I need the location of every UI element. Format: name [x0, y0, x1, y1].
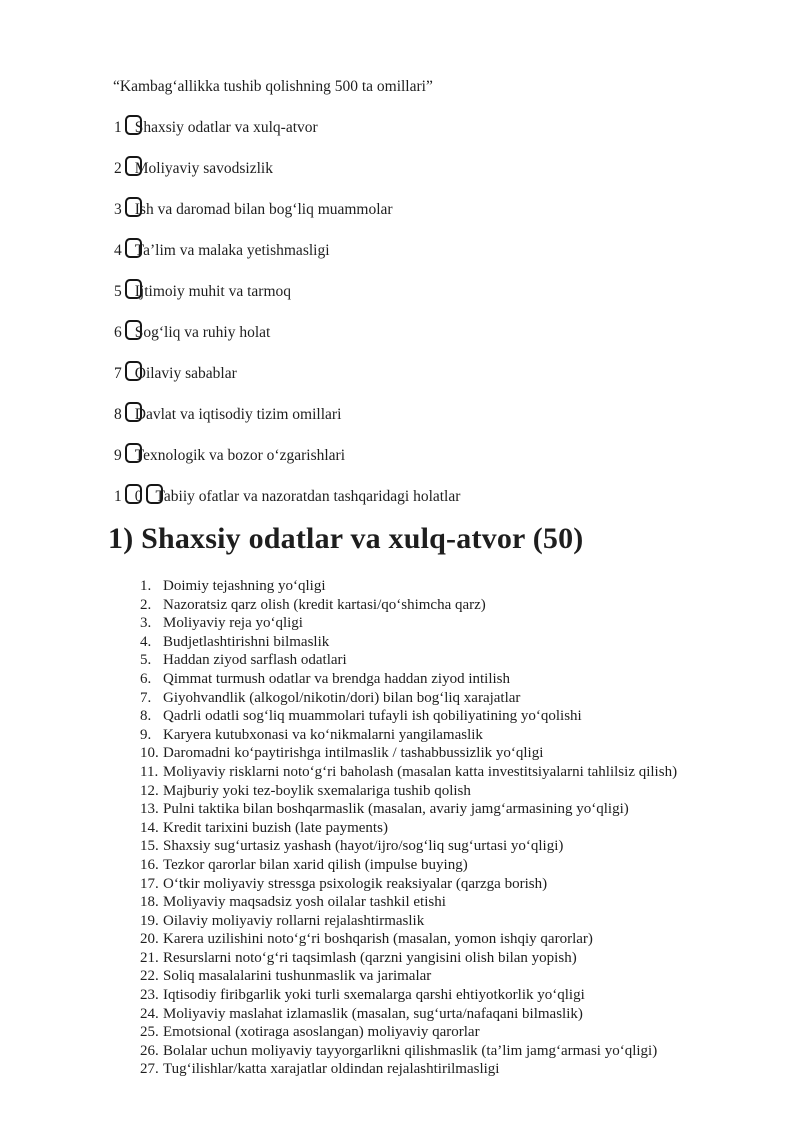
list-item-text: Moliyaviy reja yoʻqligi — [163, 615, 303, 632]
section-heading: 1) Shaxsiy odatlar va xulq-atvor (50) — [108, 522, 584, 555]
list-item-number: 2. — [140, 596, 152, 613]
overview-item-label: Ish va daromad bilan bogʻliq muammolar — [134, 201, 393, 218]
list-item-number: 8. — [140, 708, 152, 725]
overview-item-label: Shaxsiy odatlar va xulq-atvor — [134, 119, 318, 136]
list-item-number: 1. — [140, 578, 152, 594]
list-item — [140, 726, 760, 745]
list-item-number: 15. — [140, 838, 159, 855]
list-item-number: 3. — [140, 615, 152, 632]
overview-item-number: 2 — [114, 160, 122, 177]
list-item-text: Doimiy tejashning yoʻqligi — [163, 578, 326, 594]
list-item-number: 9. — [140, 726, 152, 743]
list-item-number: 24. — [140, 1005, 159, 1022]
list-item — [140, 670, 760, 689]
overview-item — [114, 197, 760, 220]
list-item-text: Soliq masalalarini tushunmaslik va jarimalar — [163, 968, 432, 985]
list-item — [140, 800, 760, 819]
list-item — [140, 912, 760, 931]
list-item-number: 20. — [140, 931, 159, 948]
list-item-number: 21. — [140, 949, 159, 966]
list-item — [140, 596, 760, 615]
list-item-number: 25. — [140, 1024, 159, 1041]
list-item — [140, 707, 760, 726]
overview-item-label: Oilaviy sabablar — [134, 365, 237, 382]
list-item — [140, 614, 760, 633]
list-item-text: Moliyaviy maslahat izlamaslik (masalan, sugʻurta/nafaqani bilmaslik) — [163, 1005, 583, 1022]
list-item — [140, 1042, 760, 1061]
list-item — [140, 577, 760, 596]
overview-item-number: 1 — [114, 488, 122, 505]
list-item-text: Majburiy yoki tez-boylik sxemalariga tushib qolish — [163, 782, 471, 799]
list-item-text: Moliyaviy risklarni notoʻgʻri baholash (masalan katta investitsiyalarni tahlilsiz qilish) — [163, 763, 678, 780]
list-item — [140, 651, 760, 670]
overview-item-label: Davlat va iqtisodiy tizim omillari — [134, 406, 342, 423]
overview-item — [114, 402, 760, 425]
list-item-text: Tezkor qarorlar bilan xarid qilish (impulse buying) — [163, 856, 468, 873]
overview-item-number: 6 — [114, 324, 122, 341]
list-item-text: Haddan ziyod sarflash odatlari — [163, 652, 347, 669]
overview-item-number: 0 — [134, 488, 143, 505]
overview-item-number: 9 — [114, 447, 122, 464]
overview-item-label: Ijtimoiy muhit va tarmoq — [134, 283, 292, 300]
overview-item — [114, 484, 760, 507]
list-item — [140, 893, 760, 912]
list-item — [140, 1023, 760, 1042]
overview-item-label: Ta’lim va malaka yetishmasligi — [134, 242, 330, 259]
list-item-text: Qimmat turmush odatlar va brendga haddan ziyod intilish — [163, 670, 511, 687]
list-item — [140, 930, 760, 949]
list-item — [140, 856, 760, 875]
list-item-text: Daromadni koʻpaytirishga intilmaslik / tashabbussizlik yoʻqligi — [163, 745, 544, 762]
list-item-number: 22. — [140, 968, 159, 985]
list-item-text: Kredit tarixini buzish (late payments) — [163, 819, 388, 836]
list-item — [140, 633, 760, 652]
list-item — [140, 837, 760, 856]
list-item — [140, 819, 760, 838]
overview-item-number: 1 — [114, 119, 122, 136]
list-item-number: 10. — [140, 745, 159, 762]
list-item-text: Moliyaviy maqsadsiz yosh oilalar tashkil etishi — [163, 894, 446, 911]
document-title: “Kambagʻallikka tushib qolishning 500 ta omillari” — [113, 78, 433, 95]
list-item-text: Resurslarni notoʻgʻri taqsimlash (qarzni yangisini olish bilan yopish) — [163, 949, 577, 966]
overview-item-number: 5 — [114, 283, 122, 300]
list-item-text: Nazoratsiz qarz olish (kredit kartasi/qoʻshimcha qarz) — [163, 596, 486, 613]
list-item-number: 18. — [140, 894, 159, 911]
list-item — [140, 875, 760, 894]
list-item-number: 19. — [140, 912, 159, 929]
list-item-text: Karyera kutubxonasi va koʻnikmalarni yangilamaslik — [163, 726, 483, 743]
overview-item — [114, 361, 760, 384]
overview-item — [114, 156, 760, 179]
list-item-number: 27. — [140, 1061, 159, 1078]
overview-item — [114, 115, 760, 138]
list-item-number: 23. — [140, 987, 159, 1004]
overview-item-number: 7 — [114, 365, 122, 382]
list-item-number: 16. — [140, 856, 159, 873]
overview-item-number: 4 — [114, 242, 122, 259]
overview-item-label: Texnologik va bozor oʻzgarishlari — [134, 447, 345, 464]
list-item — [140, 744, 760, 763]
overview-item-number: 3 — [114, 201, 122, 218]
list-item — [140, 949, 760, 968]
overview-item-label: Tabiiy ofatlar va nazoratdan tashqaridagi holatlar — [155, 488, 461, 505]
list-item-number: 11. — [140, 763, 159, 780]
list-item-number: 5. — [140, 652, 152, 669]
list-item-text: Qadrli odatli sogʻliq muammolari tufayli ish qobiliyatining yoʻqolishi — [163, 708, 582, 725]
overview-item — [114, 238, 760, 261]
list-item-text: Bolalar uchun moliyaviy tayyorgarlikni qilishmaslik (ta’lim jamgʻarmasi yoʻqligi) — [163, 1042, 658, 1059]
overview-item — [114, 443, 760, 466]
list-item — [140, 967, 760, 986]
list-item-number: 13. — [140, 801, 159, 818]
list-item — [140, 1060, 760, 1079]
overview-item-label: Moliyaviy savodsizlik — [134, 160, 273, 177]
list-item-text: Emotsional (xotiraga asoslangan) moliyaviy qarorlar — [163, 1024, 480, 1041]
list-item — [140, 763, 760, 782]
list-item-number: 4. — [140, 633, 152, 650]
factor-list — [140, 577, 760, 1079]
overview-item-label: Sogʻliq va ruhiy holat — [134, 324, 271, 341]
list-item-number: 12. — [140, 782, 159, 799]
list-item-number: 26. — [140, 1042, 159, 1059]
list-item — [140, 1005, 760, 1024]
list-item-text: Oilaviy moliyaviy rollarni rejalashtirmaslik — [163, 912, 425, 929]
overview-list — [113, 115, 760, 507]
list-item-number: 14. — [140, 819, 159, 836]
list-item-text: Shaxsiy sugʻurtasiz yashash (hayot/ijro/sogʻliq sugʻurtasi yoʻqligi) — [163, 838, 564, 855]
list-item-text: Budjetlashtirishni bilmaslik — [163, 633, 330, 650]
list-item-text: Giyohvandlik (alkogol/nikotin/dori) bilan bogʻliq xarajatlar — [163, 689, 521, 706]
list-item-text: Karera uzilishini notoʻgʻri boshqarish (masalan, yomon ishqiy qarorlar) — [163, 931, 593, 948]
list-item-number: 17. — [140, 875, 159, 892]
list-item-text: Iqtisodiy firibgarlik yoki turli sxemalarga qarshi ehtiyotkorlik yoʻqligi — [163, 987, 585, 1004]
list-item — [140, 689, 760, 708]
list-item-number: 7. — [140, 689, 152, 706]
list-item — [140, 986, 760, 1005]
overview-item — [114, 320, 760, 343]
list-item-text: Oʻtkir moliyaviy stressga psixologik reaksiyalar (qarzga borish) — [163, 875, 548, 892]
overview-item-number: 8 — [114, 406, 122, 423]
list-item-text: Tugʻilishlar/katta xarajatlar oldindan rejalashtirilmasligi — [163, 1061, 500, 1078]
overview-item — [114, 279, 760, 302]
list-item-number: 6. — [140, 670, 152, 687]
list-item-text: Pulni taktika bilan boshqarmaslik (masalan, avariy jamgʻarmasining yoʻqligi) — [163, 801, 629, 818]
list-item — [140, 782, 760, 801]
